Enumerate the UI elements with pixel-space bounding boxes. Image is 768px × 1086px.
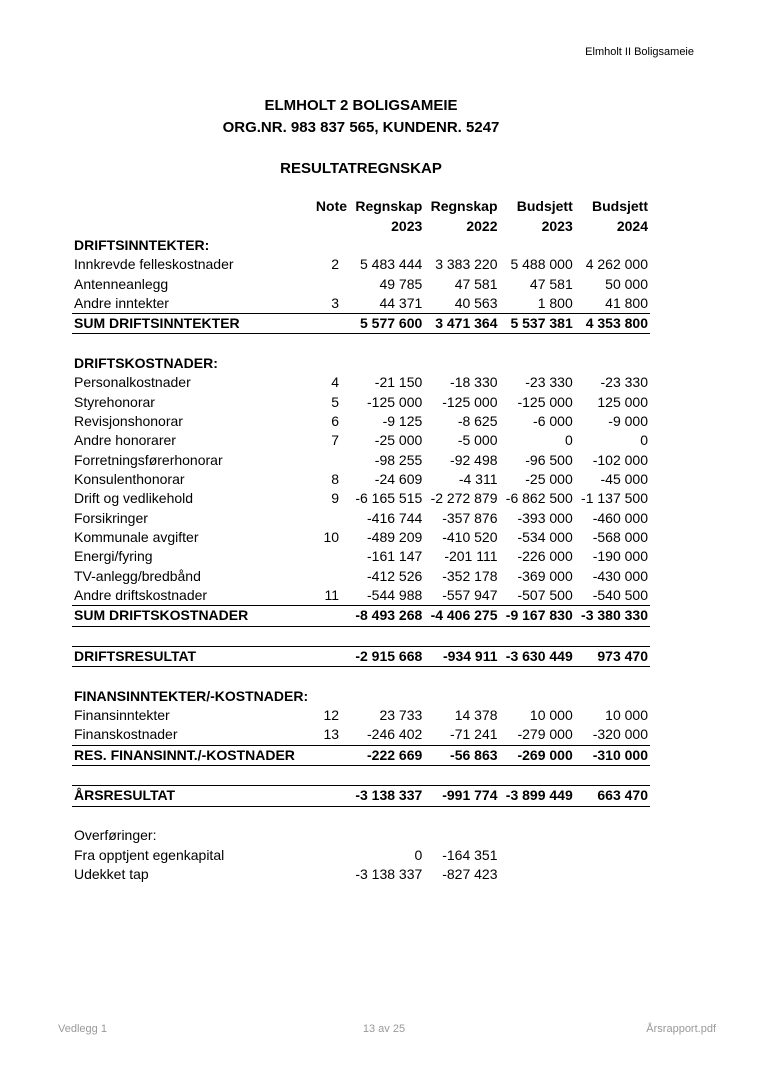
col-header-regnskap-2022-line2: 2022 xyxy=(466,217,498,234)
budsjett-2023-value: 1 800 xyxy=(537,294,573,311)
regnskap-2022-value: -557 947 xyxy=(442,587,498,604)
regnskap-2023-value xyxy=(349,826,424,845)
regnskap-2022-value: -92 498 xyxy=(450,451,498,468)
budsjett-2023-value: -6 000 xyxy=(533,412,573,429)
line-item-row xyxy=(72,450,650,469)
budsjett-2023-value: 10 000 xyxy=(529,707,573,724)
regnskap-2023-value: -161 147 xyxy=(367,548,423,565)
regnskap-2022-value: -164 351 xyxy=(442,846,498,863)
regnskap-2022-value: -410 520 xyxy=(442,529,498,546)
regnskap-2022-value xyxy=(424,826,499,845)
budsjett-2023-value: 47 581 xyxy=(529,275,573,292)
row-label: Revisjonshonorar xyxy=(74,412,183,429)
section-header-row xyxy=(72,236,650,255)
budsjett-2024-value: -3 380 330 xyxy=(575,606,650,626)
budsjett-2024-value: -102 000 xyxy=(592,451,648,468)
company-name: ELMHOLT 2 BOLIGSAMEIE xyxy=(264,97,458,114)
note-reference xyxy=(297,646,349,666)
regnskap-2023-value: -25 000 xyxy=(374,432,423,449)
note-reference: 7 xyxy=(331,432,340,449)
budsjett-2024-value: -320 000 xyxy=(592,726,648,743)
budsjett-2024-value: -310 000 xyxy=(575,745,650,765)
regnskap-2023-value: -8 493 268 xyxy=(349,606,424,626)
note-reference: 8 xyxy=(331,470,340,487)
note-reference: 4 xyxy=(331,374,340,391)
budsjett-2023-value: -507 500 xyxy=(517,587,573,604)
budsjett-2024-value: 0 xyxy=(640,432,648,449)
row-label: Energi/fyring xyxy=(74,548,153,565)
regnskap-2023-value: -544 988 xyxy=(367,587,423,604)
line-item-row xyxy=(72,547,650,566)
column-header-row-2 xyxy=(72,216,650,235)
budsjett-2023-value: -393 000 xyxy=(517,509,573,526)
total-row xyxy=(72,314,650,334)
line-item-row xyxy=(72,567,650,586)
budsjett-2024-value: -1 137 500 xyxy=(581,490,648,507)
budsjett-2024-value: 125 000 xyxy=(597,393,648,410)
regnskap-2022-value: -934 911 xyxy=(424,646,499,666)
budsjett-2023-value: -25 000 xyxy=(525,470,573,487)
budsjett-2023-value: -9 167 830 xyxy=(500,606,575,626)
budsjett-2024-value: -568 000 xyxy=(592,529,648,546)
regnskap-2023-value: 49 785 xyxy=(379,275,423,292)
budsjett-2024-value: 4 353 800 xyxy=(575,314,650,334)
budsjett-2023-value: 0 xyxy=(564,432,573,449)
footer-left: Vedlegg 1 xyxy=(58,1023,107,1035)
budsjett-2023-value: -3 630 449 xyxy=(500,646,575,666)
note-reference: 11 xyxy=(324,587,340,604)
budsjett-2023-value: -6 862 500 xyxy=(505,490,573,507)
note-reference xyxy=(297,745,349,765)
row-label: SUM DRIFTSINNTEKTER xyxy=(72,314,297,334)
budsjett-2024-value: 41 800 xyxy=(605,294,648,311)
row-label: Fra opptjent egenkapital xyxy=(74,846,225,863)
line-item-row xyxy=(72,528,650,547)
regnskap-2022-value: -2 272 879 xyxy=(430,490,498,507)
col-header-regnskap-2023-line1: Regnskap xyxy=(355,198,423,215)
note-reference: 12 xyxy=(323,707,340,724)
regnskap-2022-value: -827 423 xyxy=(442,865,498,882)
budsjett-2023-value: 5 488 000 xyxy=(510,256,573,273)
budsjett-2023-value: -534 000 xyxy=(517,529,573,546)
note-reference xyxy=(297,314,349,334)
line-item-row xyxy=(72,392,650,411)
line-item-row xyxy=(72,489,650,508)
spacer-row xyxy=(72,626,650,646)
row-label: Innkrevde felleskostnader xyxy=(74,256,234,273)
note-reference xyxy=(297,567,349,586)
note-reference xyxy=(297,606,349,626)
line-item-row xyxy=(72,826,650,845)
regnskap-2022-value: -352 178 xyxy=(442,567,498,584)
budsjett-2023-value: -125 000 xyxy=(517,393,573,410)
regnskap-2023-value: -2 915 668 xyxy=(349,646,424,666)
row-label: Styrehonorar xyxy=(74,393,155,410)
budsjett-2024-value: -9 000 xyxy=(608,412,648,429)
footer-page-number: 13 av 25 xyxy=(362,1023,406,1035)
regnskap-2022-value: 47 581 xyxy=(454,275,498,292)
budsjett-2023-value: -96 500 xyxy=(525,451,573,468)
footer-right: Årsrapport.pdf xyxy=(646,1023,716,1035)
row-label: Drift og vedlikehold xyxy=(74,490,194,507)
regnskap-2023-value: -3 138 337 xyxy=(355,865,423,882)
budsjett-2023-value xyxy=(500,845,575,864)
regnskap-2022-value: 3 383 220 xyxy=(435,256,498,273)
row-label: Forretningsførerhonorar xyxy=(74,451,223,468)
regnskap-2023-value: -9 125 xyxy=(382,412,423,429)
row-label: Finanskostnader xyxy=(74,726,178,743)
row-label: RES. FINANSINNT./-KOSTNADER xyxy=(72,745,297,765)
row-label: Andre inntekter xyxy=(74,294,169,311)
budsjett-2024-value: 663 470 xyxy=(575,786,650,806)
budsjett-2024-value: 973 470 xyxy=(575,646,650,666)
row-label: Forsikringer xyxy=(74,509,148,526)
regnskap-2022-value: -71 241 xyxy=(450,726,498,743)
total-row xyxy=(72,646,650,666)
note-reference xyxy=(297,826,349,845)
note-reference: 3 xyxy=(331,294,340,311)
spacer-row xyxy=(72,334,650,354)
budsjett-2023-value xyxy=(500,865,575,884)
regnskap-2022-value: -18 330 xyxy=(450,374,498,391)
row-label: DRIFTSINNTEKTER: xyxy=(74,236,210,253)
regnskap-2022-value: -357 876 xyxy=(442,509,498,526)
row-label: DRIFTSRESULTAT xyxy=(72,646,297,666)
budsjett-2024-value: 10 000 xyxy=(605,707,648,724)
row-label: Andre driftskostnader xyxy=(74,587,208,604)
budsjett-2024-value xyxy=(575,845,650,864)
budsjett-2024-value: -45 000 xyxy=(600,470,648,487)
budsjett-2024-value: -23 330 xyxy=(600,374,648,391)
budsjett-2024-value: 4 262 000 xyxy=(585,256,648,273)
regnskap-2022-value: -201 111 xyxy=(444,548,498,565)
row-label: FINANSINNTEKTER/-KOSTNADER: xyxy=(74,687,309,704)
note-reference: 9 xyxy=(331,490,340,507)
report-title: RESULTATREGNSKAP xyxy=(280,160,442,177)
column-header-row-1 xyxy=(72,197,650,216)
note-reference xyxy=(297,509,349,528)
line-item-row xyxy=(72,845,650,864)
line-item-row xyxy=(72,706,650,725)
row-label: Kommunale avgifter xyxy=(74,529,199,546)
total-row xyxy=(72,606,650,626)
line-item-row xyxy=(72,725,650,745)
row-label: Antenneanlegg xyxy=(74,275,169,292)
spacer-row xyxy=(72,806,650,826)
income-statement-table xyxy=(72,197,650,884)
col-header-regnskap-2023-line2: 2023 xyxy=(391,217,423,234)
note-reference: 6 xyxy=(331,412,340,429)
regnskap-2023-value: -125 000 xyxy=(367,393,423,410)
note-reference xyxy=(297,450,349,469)
line-item-row xyxy=(72,509,650,528)
line-item-row xyxy=(72,294,650,314)
col-header-budsjett-2024-line2: 2024 xyxy=(616,217,648,234)
regnskap-2022-value: -4 406 275 xyxy=(424,606,499,626)
budsjett-2024-value: -430 000 xyxy=(592,567,648,584)
note-reference xyxy=(297,865,349,884)
line-item-row xyxy=(72,470,650,489)
row-label: Andre honorarer xyxy=(74,432,176,449)
budsjett-2023-value: -279 000 xyxy=(517,726,573,743)
budsjett-2023-value: -226 000 xyxy=(517,548,573,565)
budsjett-2024-value xyxy=(575,826,650,845)
budsjett-2023-value: -23 330 xyxy=(525,374,573,391)
section-header-row xyxy=(72,354,650,373)
row-label: ÅRSRESULTAT xyxy=(72,786,297,806)
note-reference: 2 xyxy=(331,256,340,273)
regnskap-2022-value: -8 625 xyxy=(457,412,498,429)
spacer-row xyxy=(72,667,650,687)
budsjett-2023-value: -3 899 449 xyxy=(500,786,575,806)
regnskap-2022-value: 3 471 364 xyxy=(424,314,499,334)
col-header-regnskap-2022-line1: Regnskap xyxy=(430,198,498,215)
row-label: Personalkostnader xyxy=(74,374,191,391)
regnskap-2023-value: -24 609 xyxy=(374,470,423,487)
total-row xyxy=(72,786,650,806)
note-reference xyxy=(297,786,349,806)
col-header-budsjett-2023-line2: 2023 xyxy=(541,217,573,234)
section-header-row xyxy=(72,687,650,706)
budsjett-2024-value: -190 000 xyxy=(592,548,648,565)
line-item-row xyxy=(72,274,650,293)
regnskap-2022-value: -5 000 xyxy=(457,432,498,449)
line-item-row xyxy=(72,586,650,606)
regnskap-2023-value: -246 402 xyxy=(367,726,423,743)
regnskap-2023-value: 5 483 444 xyxy=(359,256,423,273)
regnskap-2022-value: 14 378 xyxy=(454,707,498,724)
budsjett-2024-value: 50 000 xyxy=(605,275,648,292)
regnskap-2023-value: 5 577 600 xyxy=(349,314,424,334)
note-reference: 13 xyxy=(323,726,340,743)
regnskap-2022-value: -991 774 xyxy=(424,786,499,806)
running-header: Elmholt II Boligsameie xyxy=(585,46,694,58)
row-label: DRIFTSKOSTNADER: xyxy=(74,354,218,371)
total-row xyxy=(72,745,650,765)
row-label: Finansinntekter xyxy=(74,707,170,724)
regnskap-2022-value: -125 000 xyxy=(442,393,498,410)
line-item-row xyxy=(72,431,650,450)
regnskap-2023-value: -21 150 xyxy=(374,374,423,391)
regnskap-2023-value: -3 138 337 xyxy=(349,786,424,806)
row-label: Overføringer: xyxy=(74,827,157,844)
budsjett-2024-value: -540 500 xyxy=(592,587,648,604)
budsjett-2023-value xyxy=(500,826,575,845)
regnskap-2023-value: -489 209 xyxy=(367,529,423,546)
row-label: TV-anlegg/bredbånd xyxy=(74,567,201,584)
note-column-header: Note xyxy=(315,198,348,215)
note-reference xyxy=(297,274,349,293)
row-label: SUM DRIFTSKOSTNADER xyxy=(72,606,297,626)
regnskap-2023-value: -412 526 xyxy=(367,567,423,584)
regnskap-2022-value: 40 563 xyxy=(454,294,498,311)
budsjett-2024-value xyxy=(575,865,650,884)
note-reference xyxy=(297,845,349,864)
line-item-row xyxy=(72,255,650,274)
line-item-row xyxy=(72,412,650,431)
regnskap-2022-value: -4 311 xyxy=(458,470,498,487)
spacer-row xyxy=(72,765,650,785)
regnskap-2023-value: 44 371 xyxy=(379,294,423,311)
regnskap-2022-value: -56 863 xyxy=(424,745,499,765)
regnskap-2023-value: -416 744 xyxy=(367,509,423,526)
budsjett-2023-value: 5 537 381 xyxy=(500,314,575,334)
company-org-number: ORG.NR. 983 837 565, KUNDENR. 5247 xyxy=(222,119,500,136)
note-reference xyxy=(297,547,349,566)
row-label: Konsulenthonorar xyxy=(74,470,185,487)
budsjett-2023-value: -369 000 xyxy=(517,567,573,584)
note-reference: 5 xyxy=(331,393,340,410)
note-reference: 10 xyxy=(323,529,340,546)
line-item-row xyxy=(72,865,650,884)
regnskap-2023-value: 0 xyxy=(414,846,423,863)
regnskap-2023-value: -6 165 515 xyxy=(355,490,423,507)
row-label: Udekket tap xyxy=(74,865,149,882)
col-header-budsjett-2023-line1: Budsjett xyxy=(516,198,573,215)
line-item-row xyxy=(72,373,650,392)
regnskap-2023-value: 23 733 xyxy=(379,707,423,724)
budsjett-2024-value: -460 000 xyxy=(592,509,648,526)
budsjett-2023-value: -269 000 xyxy=(500,745,575,765)
col-header-budsjett-2024-line1: Budsjett xyxy=(592,198,648,215)
regnskap-2023-value: -98 255 xyxy=(374,451,423,468)
regnskap-2023-value: -222 669 xyxy=(349,745,424,765)
